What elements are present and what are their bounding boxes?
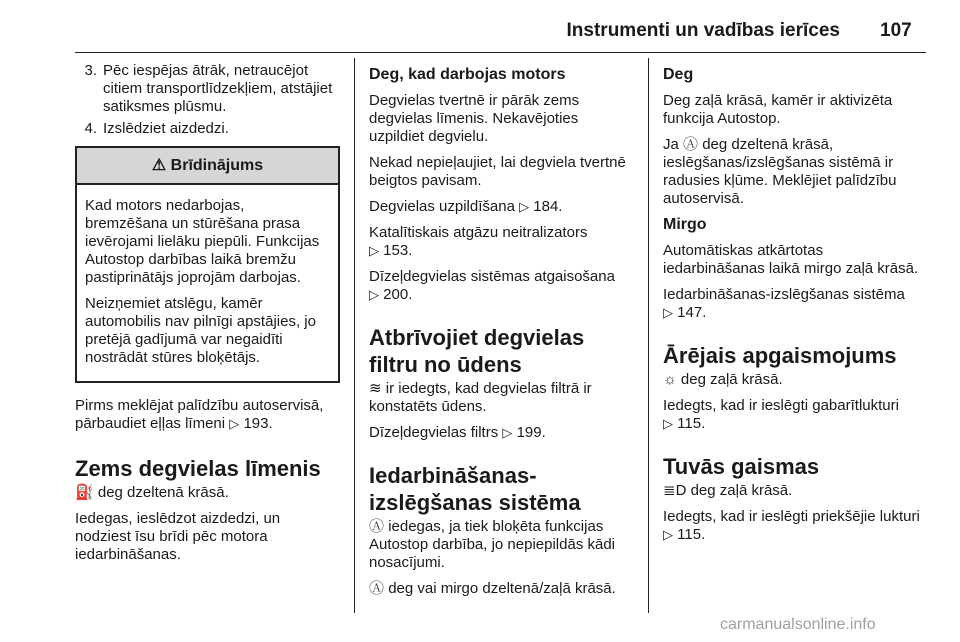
section-heading-exterior-light: Ārējais apgaismojums — [663, 343, 897, 368]
running-header: Instrumenti un vadības ierīces — [566, 20, 840, 41]
warning-title: Brīdinājums — [170, 157, 264, 174]
oil-check-paragraph: Pirms meklējat palīdzību autoservisā, pārbaudiet eļļas līmeni ▷ 193. — [75, 397, 324, 432]
section-heading-low-fuel: Zems degvielas līmenis — [75, 456, 321, 481]
low-fuel-indicator-line: ⛽ deg dzeltenā krāsā. — [75, 484, 229, 501]
page-ref[interactable]: 184. — [533, 198, 563, 215]
step-text: Pēc iespējas ātrāk, netraucējot citiem transportlīdzekļiem, atstājiet satiksmes plūsmu. — [103, 62, 333, 115]
stop-start-reference: Iedarbināšanas-izslēgšanas sistēma ▷ 147. — [663, 286, 905, 321]
fuel-filter-reference: Dīzeļdegvielas filtrs ▷ 199. — [369, 424, 546, 441]
low-beam-icon: ≣D — [663, 482, 687, 499]
autostop-blocked-paragraph: Ⓐ iedegas, ja tiek bloķēta funkcijas Autostop darbība, jo nepiepildās kādi nosacījumi. — [369, 518, 616, 571]
water-in-fuel-icon: ≋ — [369, 380, 382, 397]
page-number: 107 — [880, 20, 912, 41]
warning-body — [77, 185, 338, 381]
column-divider-1 — [354, 58, 355, 613]
page-ref-icon: ▷ — [369, 243, 379, 258]
page-ref-icon: ▷ — [663, 305, 673, 320]
never-run-dry-paragraph: Nekad nepieļaujiet, lai degviela tvertnē beigtos pavisam. — [369, 154, 626, 189]
page-ref[interactable]: 115. — [677, 415, 706, 432]
autostop-color-paragraph: Ⓐ deg vai mirgo dzeltenā/zaļā krāsā. — [369, 580, 616, 597]
step-text: Izslēdziet aizdedzi. — [103, 120, 229, 137]
section-heading-stop-start: Iedarbināšanas-izslēgšanas sistēma — [369, 463, 581, 515]
low-beam-indicator-line: ≣D deg zaļā krāsā. — [663, 482, 793, 499]
exterior-light-icon: ☼ — [663, 371, 677, 388]
section-heading-low-beam: Tuvās gaismas — [663, 454, 820, 479]
subheading-lit-when-running: Deg, kad darbojas motors — [369, 66, 566, 83]
step-3 — [75, 62, 340, 116]
page-ref[interactable]: 115. — [677, 526, 706, 543]
watermark: carmanualsonline.info — [720, 616, 876, 633]
warning-paragraph-2: Neizņemiet atslēgu, kamēr automobilis nav pilnīgi apstājies, jo pretējā gadījumā var negaidīti nostrādāt stūres bloķētājs. — [85, 295, 316, 366]
exterior-light-indicator-line: ☼ deg zaļā krāsā. — [663, 371, 783, 388]
page-ref-icon: ▷ — [502, 425, 513, 440]
fuel-pump-icon: ⛽ — [75, 484, 94, 501]
page-ref-icon: ▷ — [229, 416, 240, 431]
bleeding-reference: Dīzeļdegvielas sistēmas atgaisošana ▷ 200. — [369, 268, 615, 303]
autostop-off-icon: Ⓐ — [369, 518, 385, 535]
fault-paragraph: Ja Ⓐ deg dzeltenā krāsā, ieslēgšanas/izslēgšanas sistēmā ir radusies kļūme. Meklējiet palīdzību autoservisā. — [663, 136, 897, 207]
subheading-lit: Deg — [663, 66, 694, 83]
exterior-light-paragraph: Iedegts, kad ir ieslēgti gabarītlukturi ▷ 115. — [663, 397, 899, 432]
page-ref[interactable]: 200. — [383, 286, 413, 303]
water-indicator-paragraph: ≋ ir iedegts, kad degvielas filtrā ir konstatēts ūdens. — [369, 380, 592, 415]
step-4 — [75, 120, 340, 138]
column-3 — [663, 62, 928, 552]
autostop-icon: Ⓐ — [683, 136, 699, 153]
page-ref-icon: ▷ — [369, 287, 379, 302]
column-divider-2 — [648, 58, 649, 613]
page-ref[interactable]: 147. — [677, 304, 707, 321]
section-heading-water-in-filter: Atbrīvojiet degvielas filtru no ūdens — [369, 325, 585, 377]
header-rule — [75, 52, 926, 53]
catalyst-reference: Katalītiskais atgāzu neitralizators ▷ 153. — [369, 224, 588, 259]
page-ref[interactable]: 153. — [383, 242, 413, 259]
low-beam-paragraph: Iedegts, kad ir ieslēgti priekšējie lukturi ▷ 115. — [663, 508, 920, 543]
step-number: 4. — [84, 120, 97, 137]
page-ref-icon: ▷ — [663, 416, 673, 431]
lit-paragraph: Deg zaļā krāsā, kamēr ir aktivizēta funkcija Autostop. — [663, 92, 893, 127]
page-ref[interactable]: 193. — [243, 415, 273, 432]
warning-icon: ⚠ — [151, 157, 167, 174]
step-number: 3. — [84, 62, 97, 79]
autostop-icon: Ⓐ — [369, 580, 385, 597]
column-1 — [75, 62, 340, 572]
flash-paragraph: Automātiskas atkārtotas iedarbināšanas laikā mirgo zaļā krāsā. — [663, 242, 919, 277]
warning-paragraph-1: Kad motors nedarbojas, bremzēšana un stūrēšana prasa ievērojami lielāku piepūli. Funkcijas Autostop darbības laikā bremžu pastiprinātājs joprojām darbojas. — [85, 197, 320, 286]
page-ref[interactable]: 199. — [516, 424, 546, 441]
refuel-reference: Degvielas uzpildīšana ▷ 184. — [369, 198, 563, 215]
warning-header — [77, 148, 338, 185]
page-ref-icon: ▷ — [663, 527, 673, 542]
column-2 — [369, 62, 634, 606]
page-ref-icon: ▷ — [519, 199, 530, 214]
subheading-flashes: Mirgo — [663, 216, 707, 233]
warning-box — [75, 146, 340, 383]
low-fuel-paragraph: Iedegas, ieslēdzot aizdedzi, un nodziest īsu brīdi pēc motora iedarbināšanas. — [75, 510, 281, 563]
tank-paragraph: Degvielas tvertnē ir pārāk zems degvielas līmenis. Nekavējoties uzpildiet degvielu. — [369, 92, 580, 145]
